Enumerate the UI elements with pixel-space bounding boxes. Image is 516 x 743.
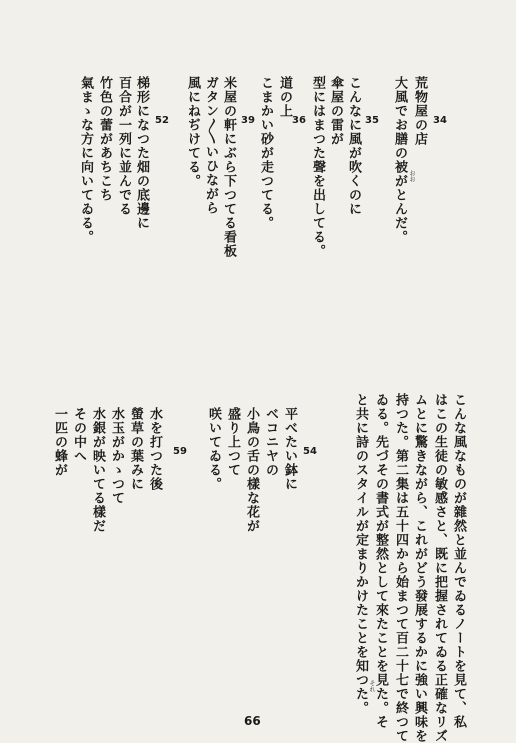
poem-line: 梯形になつた畑の底邊に [134, 76, 149, 230]
ruby-annotation: おお [408, 170, 415, 182]
poem-number-35: 35 [365, 115, 379, 126]
poem-number-54: 54 [303, 446, 317, 457]
poem-line: ベコニヤの [263, 407, 278, 477]
prose-line: ゐる。先づその書式が整然として來たことを見た。そ [373, 393, 388, 729]
poem-line: 水を打つた後 [147, 407, 162, 491]
prose-line: ムとに驚きながら、これがどう發展するかに強い興味を [412, 393, 427, 743]
prose-line: 持つた。第二集は五十四から始まつて百二十七で終つて [393, 393, 408, 743]
poem-line: 道の上 [277, 76, 292, 118]
poem-number-34: 34 [433, 115, 447, 126]
poem-line: 水銀が映いてる樣だ [90, 407, 105, 533]
poem-line: 盛り上つて [225, 407, 240, 477]
poem-line: 平べたい鉢に [282, 407, 297, 491]
poem-number-39: 39 [241, 115, 255, 126]
prose-line: こんな風なものが雜然と並んでゐるノートを見て、私 [451, 393, 466, 729]
poem-number-36: 36 [292, 115, 306, 126]
poem-line: その中へ [71, 407, 86, 463]
poem-line: 大風でお膳の被がとんだ。 [392, 76, 407, 244]
poem-line: こまかい砂が走つてる。 [258, 76, 273, 230]
poem-line: 水玉がかゝつて [109, 407, 124, 505]
poem-line: 荒物屋の店 [412, 76, 427, 146]
prose-line: と共に詩のスタイルが定まりかけたことを知つた。 [353, 393, 368, 715]
prose-line: はこの生徒の敏感さと、既に把握されてゐる正確なリズ [432, 393, 447, 743]
poem-line: 型にはまつた聲を出してる。 [310, 76, 325, 258]
poem-line: 風にねぢけてる。 [185, 76, 200, 188]
poem-line: 傘屋の雷が [328, 76, 343, 146]
poem-line: 螢草の葉みに [128, 407, 143, 491]
poem-line: こんなに風が吹くのに [346, 76, 361, 216]
ruby-annotation: それ [368, 680, 375, 692]
poem-line: 米屋の軒にぶら下つてる看板 [221, 76, 236, 258]
poem-line: 百合が一列に並んでる [116, 76, 131, 216]
poem-line: 小鳥の舌の樣な花が [244, 407, 259, 533]
page-number: 66 [244, 714, 261, 728]
poem-line: 氣まゝな方に向いてゐる。 [78, 76, 93, 244]
poem-line: 咲いてゐる。 [206, 407, 221, 491]
poem-line: 竹色の蕾があちこち [97, 76, 112, 202]
poem-line: 一匹の蜂が [52, 407, 67, 477]
poem-line: ガタン〳〵いひながら [203, 76, 218, 215]
poem-number-52: 52 [155, 115, 169, 126]
poem-number-59: 59 [173, 446, 187, 457]
